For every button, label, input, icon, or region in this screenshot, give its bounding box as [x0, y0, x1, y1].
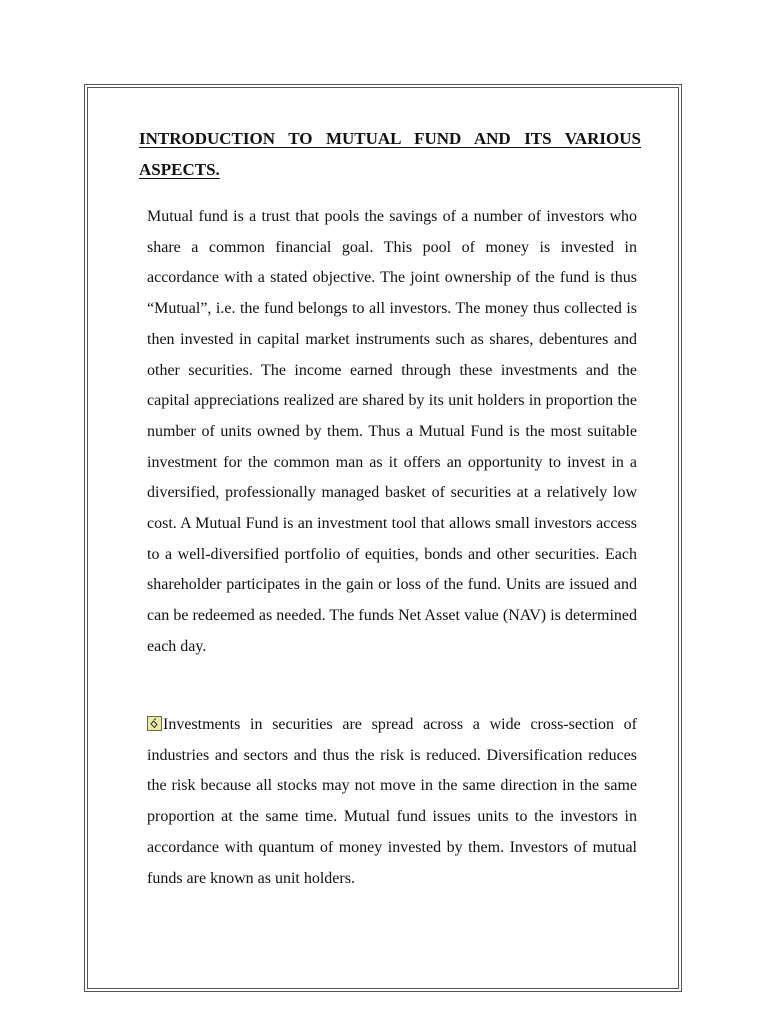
page-title: INTRODUCTION TO MUTUAL FUND AND ITS VARIOUS ASPECTS. [139, 129, 641, 179]
intro-paragraph: Mutual fund is a trust that pools the savings of a number of investors who share a common financial goal. This pool of money is invested in accordance with a stated objective. The joint ownership of the fund is thus “Mutual”, i.e. the fund belongs to all investors. The money thus collected is then invested in capital market instruments such as shares, debentures and other securities. The income earned through these investments and the capital appreciations realized are shared by its unit holders in proportion the number of units owned by them. Thus a Mutual Fund is the most suitable investment for the common man as it offers an opportunity to invest in a diversified, professionally managed basket of securities at a relatively low cost. A Mutual Fund is an investment tool that allows small investors access to a well-diversified portfolio of equities, bonds and other securities. Each shareholder participates in the gain or loss of the fund. Units are issued and can be redeemed as needed. The funds Net Asset value (NAV) is determined each day. [147, 208, 637, 655]
bullet-marker-icon [147, 716, 162, 731]
bullet-paragraph [147, 710, 637, 894]
bullet-paragraph-text: Investments in securities are spread across a wide cross-section of industries and sectors and thus the risk is reduced. Diversification reduces the risk because all stocks may not move in the same direction in the same proportion at the same time. Mutual fund issues units to the investors in accordance with quantum of money invested by them. Investors of mutual funds are known as unit holders. [147, 716, 637, 887]
